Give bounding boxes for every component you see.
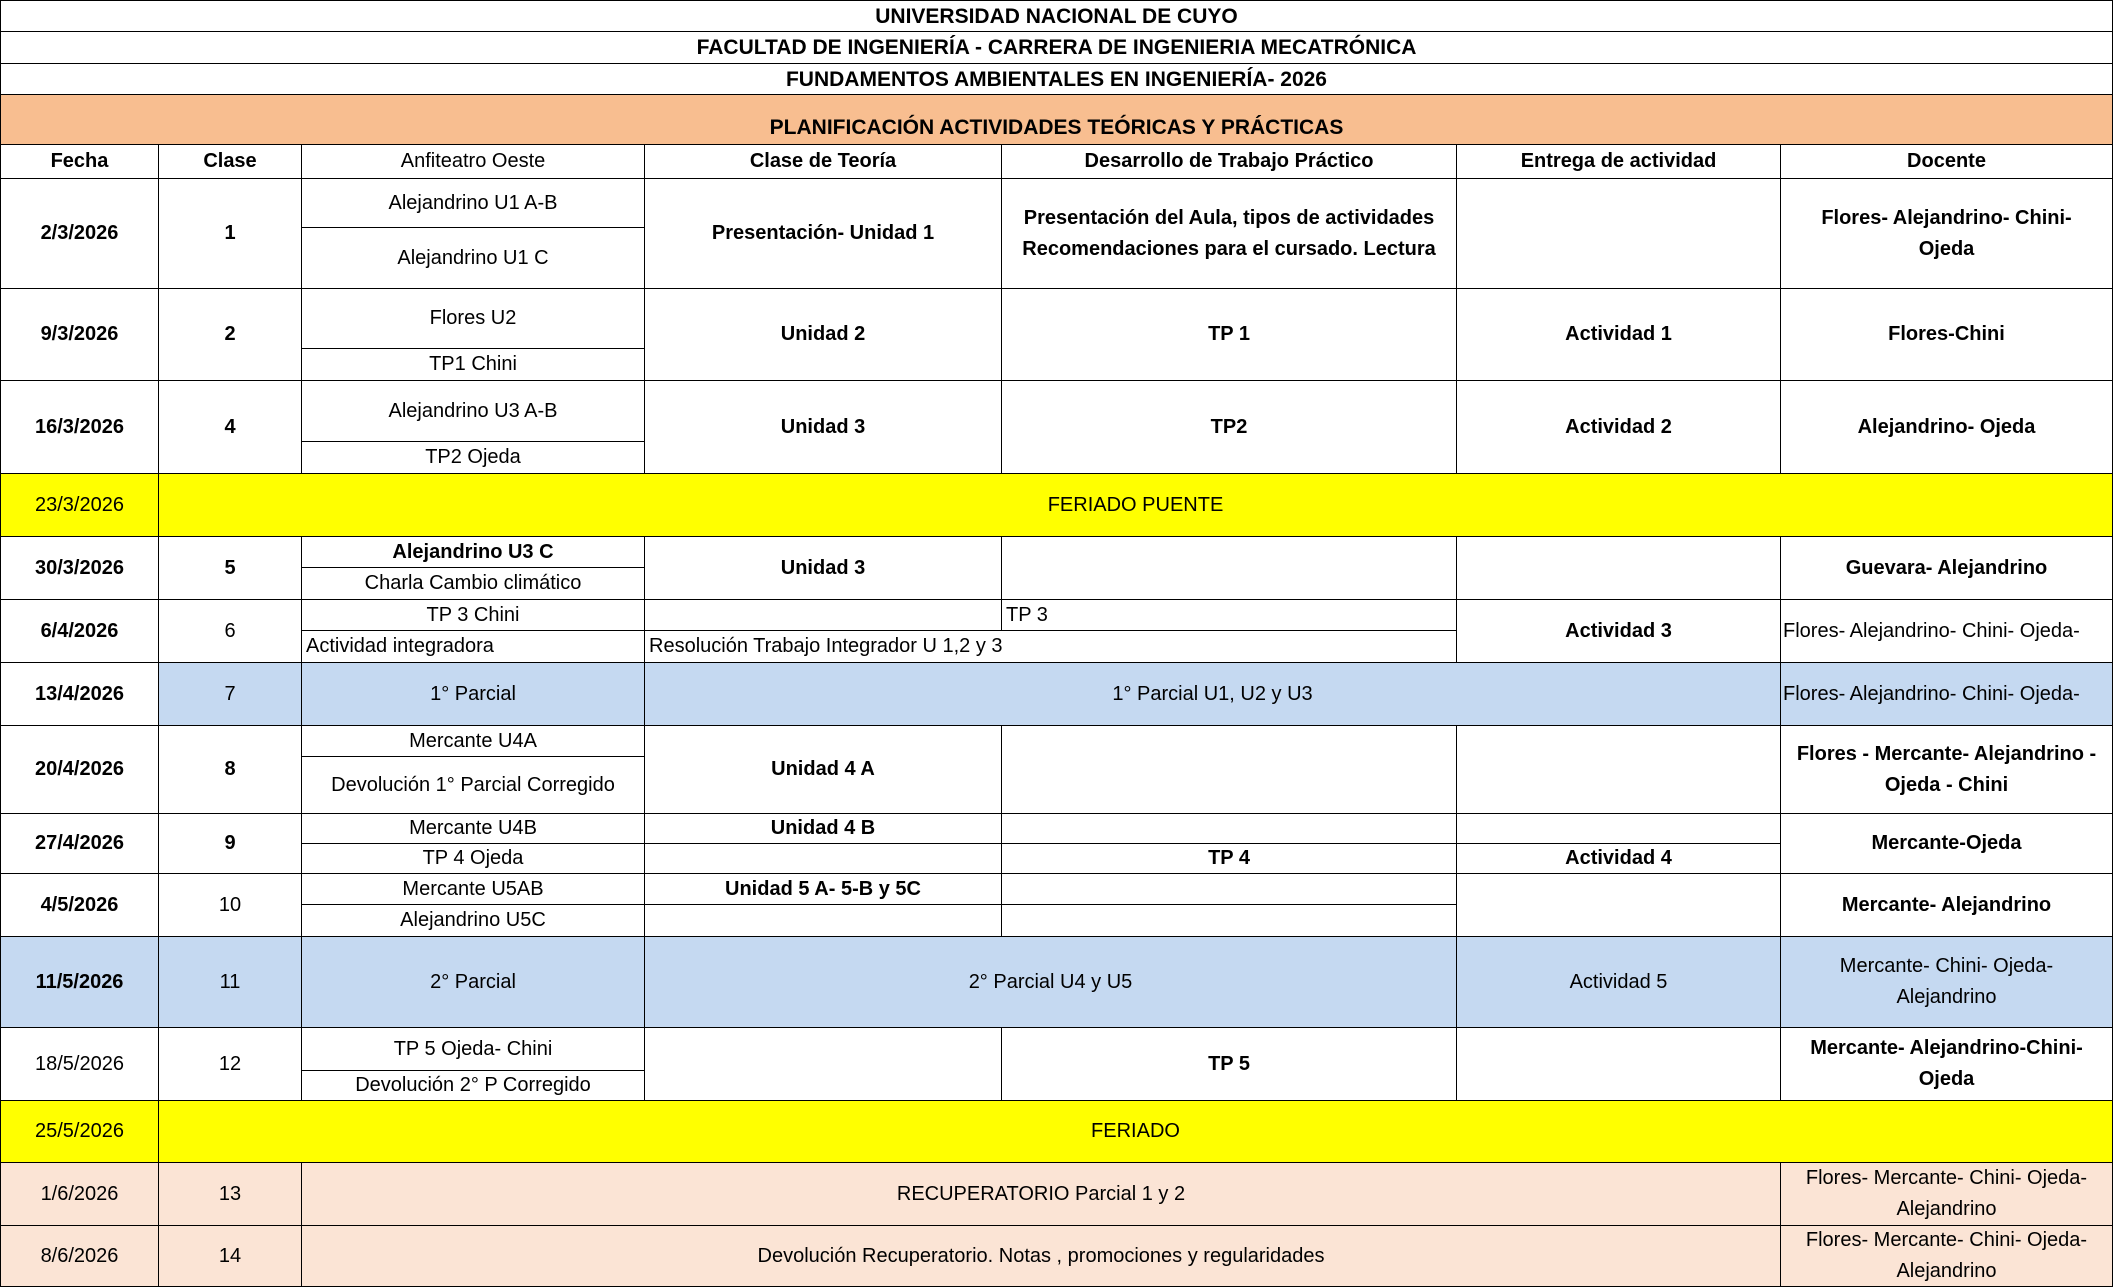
row12-anfiteatro-a: TP 5 Ojeda- Chini bbox=[302, 1028, 645, 1071]
row11-parcial: 2° Parcial U4 y U5 bbox=[645, 937, 1457, 1028]
row3-anfiteatro-b: TP2 Ojeda bbox=[302, 442, 645, 474]
row9-teoria-a: Unidad 4 B bbox=[645, 814, 1002, 844]
row9-anfiteatro-b: TP 4 Ojeda bbox=[302, 844, 645, 874]
row2-fecha: 9/3/2026 bbox=[0, 289, 159, 381]
title-faculty: FACULTAD DE INGENIERÍA - CARRERA DE INGENIERIA MECATRÓNICA bbox=[0, 32, 2113, 64]
row7-fecha: 13/4/2026 bbox=[0, 663, 159, 726]
row2-anfiteatro-a: Flores U2 bbox=[302, 289, 645, 349]
row8-anfiteatro-b: Devolución 1° Parcial Corregido bbox=[302, 757, 645, 814]
row5-anfiteatro-b: Charla Cambio climático bbox=[302, 568, 645, 600]
row3-fecha: 16/3/2026 bbox=[0, 381, 159, 474]
row6-fecha: 6/4/2026 bbox=[0, 600, 159, 663]
row12-clase: 12 bbox=[159, 1028, 302, 1101]
row11-anfiteatro: 2° Parcial bbox=[302, 937, 645, 1028]
title-course: FUNDAMENTOS AMBIENTALES EN INGENIERÍA- 2026 bbox=[0, 64, 2113, 95]
row6-anfiteatro-a: TP 3 Chini bbox=[302, 600, 645, 631]
row12-fecha: 18/5/2026 bbox=[0, 1028, 159, 1101]
row14-recuperatorio: RECUPERATORIO Parcial 1 y 2 bbox=[302, 1163, 1781, 1226]
row12-docente: Mercante- Alejandrino-Chini- Ojeda bbox=[1781, 1028, 2113, 1101]
row5-fecha: 30/3/2026 bbox=[0, 537, 159, 600]
row6-integrador: Resolución Trabajo Integrador U 1,2 y 3 bbox=[645, 631, 1457, 663]
row3-clase: 4 bbox=[159, 381, 302, 474]
row3-docente: Alejandrino- Ojeda bbox=[1781, 381, 2113, 474]
row14-clase: 13 bbox=[159, 1163, 302, 1226]
row6-docente: Flores- Alejandrino- Chini- Ojeda- bbox=[1781, 600, 2113, 663]
row15-clase: 14 bbox=[159, 1226, 302, 1287]
header-fecha: Fecha bbox=[0, 145, 159, 179]
row9-clase: 9 bbox=[159, 814, 302, 874]
header-entrega: Entrega de actividad bbox=[1457, 145, 1781, 179]
row9-teoria-b bbox=[645, 844, 1002, 874]
row9-practico-a bbox=[1002, 814, 1457, 844]
row12-entrega bbox=[1457, 1028, 1781, 1101]
row4-feriado-puente: FERIADO PUENTE bbox=[159, 474, 2113, 537]
row1-docente: Flores- Alejandrino- Chini- Ojeda bbox=[1781, 179, 2113, 289]
row15-docente: Flores- Mercante- Chini- Ojeda- Alejandrino bbox=[1781, 1226, 2113, 1287]
row7-clase: 7 bbox=[159, 663, 302, 726]
row2-practico: TP 1 bbox=[1002, 289, 1457, 381]
section-title: PLANIFICACIÓN ACTIVIDADES TEÓRICAS Y PRÁCTICAS bbox=[0, 95, 2113, 145]
row6-entrega: Actividad 3 bbox=[1457, 600, 1781, 663]
row10-teoria-a: Unidad 5 A- 5-B y 5C bbox=[645, 874, 1002, 905]
row13-fecha: 25/5/2026 bbox=[0, 1101, 159, 1163]
row13-feriado: FERIADO bbox=[159, 1101, 2113, 1163]
row6-practico-a: TP 3 bbox=[1002, 600, 1457, 631]
row1-anfiteatro-b: Alejandrino U1 C bbox=[302, 228, 645, 289]
row14-fecha: 1/6/2026 bbox=[0, 1163, 159, 1226]
row9-anfiteatro-a: Mercante U4B bbox=[302, 814, 645, 844]
row15-fecha: 8/6/2026 bbox=[0, 1226, 159, 1287]
row9-docente: Mercante-Ojeda bbox=[1781, 814, 2113, 874]
header-docente: Docente bbox=[1781, 145, 2113, 179]
row5-entrega bbox=[1457, 537, 1781, 600]
row11-clase: 11 bbox=[159, 937, 302, 1028]
title-university: UNIVERSIDAD NACIONAL DE CUYO bbox=[0, 0, 2113, 32]
row6-teoria-a bbox=[645, 600, 1002, 631]
row10-practico-a bbox=[1002, 874, 1457, 905]
row5-anfiteatro-a: Alejandrino U3 C bbox=[302, 537, 645, 568]
header-practico: Desarrollo de Trabajo Práctico bbox=[1002, 145, 1457, 179]
row8-anfiteatro-a: Mercante U4A bbox=[302, 726, 645, 757]
row2-teoria: Unidad 2 bbox=[645, 289, 1002, 381]
row11-docente: Mercante- Chini- Ojeda- Alejandrino bbox=[1781, 937, 2113, 1028]
row1-clase: 1 bbox=[159, 179, 302, 289]
header-teoria: Clase de Teoría bbox=[645, 145, 1002, 179]
row5-docente: Guevara- Alejandrino bbox=[1781, 537, 2113, 600]
row10-practico-b bbox=[1002, 905, 1457, 937]
row6-anfiteatro-b: Actividad integradora bbox=[302, 631, 645, 663]
row12-practico: TP 5 bbox=[1002, 1028, 1457, 1101]
row10-fecha: 4/5/2026 bbox=[0, 874, 159, 937]
row10-teoria-b bbox=[645, 905, 1002, 937]
row2-anfiteatro-b: TP1 Chini bbox=[302, 349, 645, 381]
row8-docente: Flores - Mercante- Alejandrino - Ojeda - Chini bbox=[1781, 726, 2113, 814]
row2-docente: Flores-Chini bbox=[1781, 289, 2113, 381]
row12-anfiteatro-b: Devolución 2° P Corregido bbox=[302, 1071, 645, 1101]
row11-fecha: 11/5/2026 bbox=[0, 937, 159, 1028]
row9-fecha: 27/4/2026 bbox=[0, 814, 159, 874]
row8-practico bbox=[1002, 726, 1457, 814]
row1-fecha: 2/3/2026 bbox=[0, 179, 159, 289]
row10-clase: 10 bbox=[159, 874, 302, 937]
row8-fecha: 20/4/2026 bbox=[0, 726, 159, 814]
row3-teoria: Unidad 3 bbox=[645, 381, 1002, 474]
row1-anfiteatro-a: Alejandrino U1 A-B bbox=[302, 179, 645, 228]
row10-docente: Mercante- Alejandrino bbox=[1781, 874, 2113, 937]
row2-clase: 2 bbox=[159, 289, 302, 381]
row3-practico: TP2 bbox=[1002, 381, 1457, 474]
row6-clase: 6 bbox=[159, 600, 302, 663]
header-clase: Clase bbox=[159, 145, 302, 179]
row5-teoria: Unidad 3 bbox=[645, 537, 1002, 600]
row4-fecha: 23/3/2026 bbox=[0, 474, 159, 537]
row7-anfiteatro: 1° Parcial bbox=[302, 663, 645, 726]
row7-parcial: 1° Parcial U1, U2 y U3 bbox=[645, 663, 1781, 726]
row5-clase: 5 bbox=[159, 537, 302, 600]
row1-entrega bbox=[1457, 179, 1781, 289]
row8-entrega bbox=[1457, 726, 1781, 814]
row2-entrega: Actividad 1 bbox=[1457, 289, 1781, 381]
row10-entrega bbox=[1457, 874, 1781, 937]
row8-clase: 8 bbox=[159, 726, 302, 814]
row7-docente: Flores- Alejandrino- Chini- Ojeda- bbox=[1781, 663, 2113, 726]
row11-entrega: Actividad 5 bbox=[1457, 937, 1781, 1028]
row9-entrega-b: Actividad 4 bbox=[1457, 844, 1781, 874]
row9-practico-b: TP 4 bbox=[1002, 844, 1457, 874]
row8-teoria: Unidad 4 A bbox=[645, 726, 1002, 814]
row12-teoria bbox=[645, 1028, 1002, 1101]
row9-entrega-a bbox=[1457, 814, 1781, 844]
row10-anfiteatro-a: Mercante U5AB bbox=[302, 874, 645, 905]
row3-anfiteatro-a: Alejandrino U3 A-B bbox=[302, 381, 645, 442]
row3-entrega: Actividad 2 bbox=[1457, 381, 1781, 474]
header-anfiteatro: Anfiteatro Oeste bbox=[302, 145, 645, 179]
row10-anfiteatro-b: Alejandrino U5C bbox=[302, 905, 645, 937]
row1-practico: Presentación del Aula, tipos de actividades Recomendaciones para el cursado. Lectura bbox=[1002, 179, 1457, 289]
row1-teoria: Presentación- Unidad 1 bbox=[645, 179, 1002, 289]
row5-practico bbox=[1002, 537, 1457, 600]
row15-devolucion: Devolución Recuperatorio. Notas , promociones y regularidades bbox=[302, 1226, 1781, 1287]
row14-docente: Flores- Mercante- Chini- Ojeda- Alejandrino bbox=[1781, 1163, 2113, 1226]
